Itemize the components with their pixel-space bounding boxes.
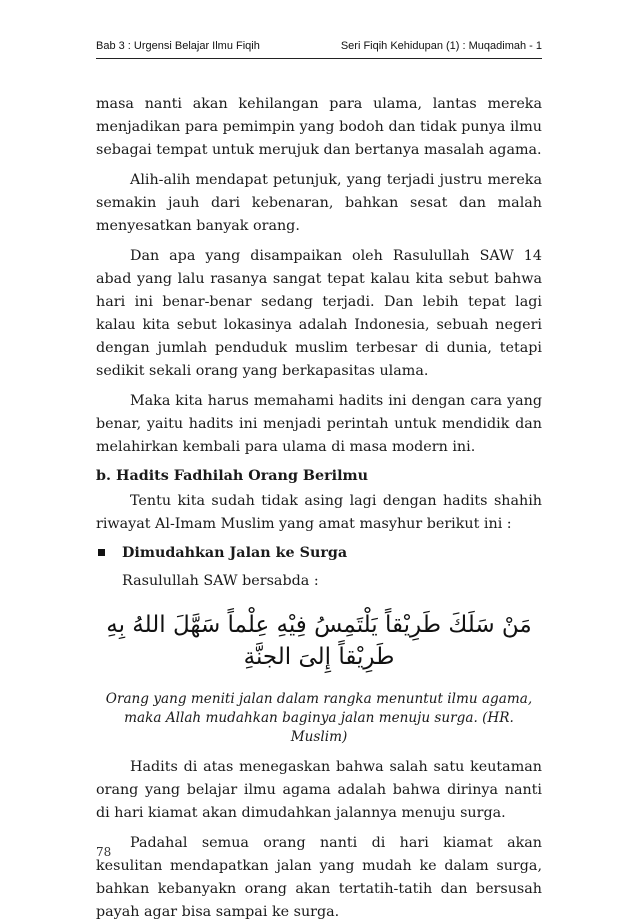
paragraph-4: Maka kita harus memahami hadits ini dengan cara yang benar, yaitu hadits ini menjadi perintah untuk mendidik dan melahirkan kembali para ulama di masa modern ini. <box>96 393 542 455</box>
hadith-translation <box>96 690 542 747</box>
paragraph-5: Tentu kita sudah tidak asing lagi dengan hadits shahih riwayat Al-Imam Muslim yang amat masyhur berikut ini : <box>96 493 542 532</box>
translation-line-1: Orang yang meniti jalan dalam rangka menuntut ilmu agama, <box>105 691 533 707</box>
sabda-intro: Rasulullah SAW bersabda : <box>122 573 319 589</box>
bullet-heading-text: Dimudahkan Jalan ke Surga <box>122 545 348 561</box>
header-chapter-title: Bab 3 : Urgensi Belajar Ilmu Fiqih <box>96 40 260 52</box>
paragraph-6: Hadits di atas menegaskan bahwa salah satu keutaman orang yang belajar ilmu agama adalah bahwa dirinya nanti di hari kiamat akan dimudahkan jalannya menuju surga. <box>96 759 542 821</box>
translation-line-2: maka Allah mudahkan baginya jalan menuju surga. (HR. Muslim) <box>124 710 514 745</box>
header-series-title: Seri Fiqih Kehidupan (1) : Muqadimah - 1 <box>340 40 542 52</box>
section-heading: b. Hadits Fadhilah Orang Berilmu <box>96 468 369 484</box>
square-bullet-icon <box>98 549 105 556</box>
bullet-heading <box>96 542 542 565</box>
arabic-hadith: مَنْ سَلَكَ طَرِيْقاً يَلْتَمِسُ فِيْهِ عِلْماً سَهَّلَ اللهُ بِهِ طَرِيْقاً إِلىَ الجنَّةِ <box>106 612 532 670</box>
running-header <box>96 38 542 59</box>
paragraph-7: Padahal semua orang nanti di hari kiamat akan kesulitan mendapatkan jalan yang mudah ke dalam surga, bahkan kebanyakn orang akan tertatih-tatih dan bersusah payah agar bisa sampai ke surga. <box>96 835 542 920</box>
paragraph-1: masa nanti akan kehilangan para ulama, lantas mereka menjadikan para pemimpin yang bodoh dan tidak punya ilmu sebagai tempat untuk merujuk dan bertanya masalah agama. <box>96 96 542 158</box>
page-content <box>96 93 542 924</box>
page-number: 78 <box>96 845 112 859</box>
paragraph-2: Alih-alih mendapat petunjuk, yang terjadi justru mereka semakin jauh dari kebenaran, bahkan sesat dan malah menyesatkan banyak orang. <box>96 172 542 234</box>
paragraph-3: Dan apa yang disampaikan oleh Rasulullah SAW 14 abad yang lalu rasanya sangat tepat kalau kita sebut bahwa hari ini benar-benar sedang terjadi. Dan lebih tepat lagi kalau kita sebut lokasinya adalah Indonesia, sebuah negeri dengan jumlah penduduk muslim terbesar di dunia, tetapi sedikit sekali orang yang berkapasitas ulama. <box>96 248 542 379</box>
